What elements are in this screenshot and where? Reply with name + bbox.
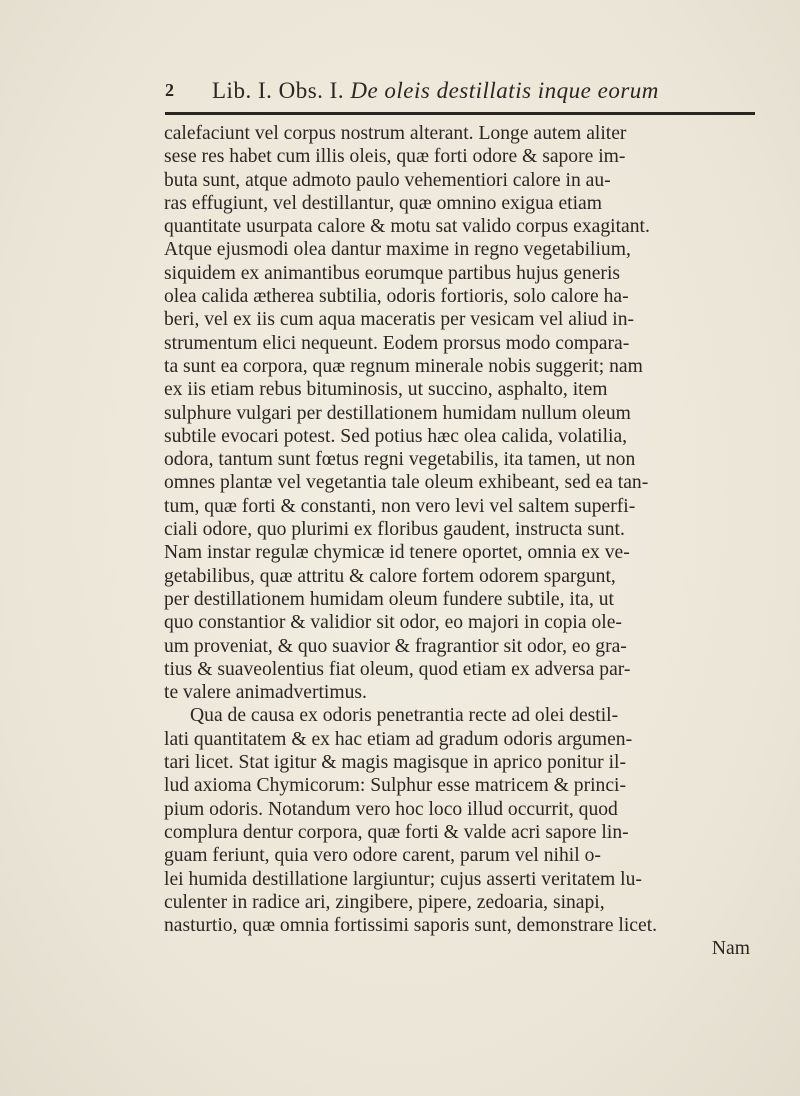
text-line: Atque ejusmodi olea dantur maxime in regno vegetabilium,	[164, 239, 631, 261]
text-line: subtile evocari potest. Sed potius hæc olea calida, volatilia,	[164, 425, 628, 447]
text-line: complura dentur corpora, quæ forti & valde acri sapore lin-	[164, 821, 629, 843]
text-line: getabilibus, quæ attritu & calore fortem odorem spargunt,	[164, 565, 616, 587]
text-line: ciali odore, quo plurimi ex floribus gaudent, instructa sunt.	[164, 519, 625, 541]
text-line: ta sunt ea corpora, quæ regnum minerale nobis suggerit; nam	[164, 355, 643, 377]
text-line: beri, vel ex iis cum aqua maceratis per vesicam vel aliud in-	[164, 309, 635, 331]
text-line: strumentum elici nequeunt. Eodem prorsus modo compara-	[164, 332, 630, 354]
text-line: quo constantior & validior sit odor, eo majori in copia ole-	[164, 612, 622, 634]
running-head-book-observation: Lib. I. Obs. I.	[212, 78, 345, 103]
running-head-title: De oleis destillatis inque eorum	[350, 78, 659, 103]
text-line: siquidem ex animantibus eorumque partibus hujus generis	[164, 262, 621, 284]
text-line: Nam instar regulæ chymicæ id tenere oportet, omnia ex ve-	[164, 542, 630, 564]
text-line: lud axioma Chymicorum: Sulphur esse matricem & princi-	[164, 775, 626, 797]
paragraph-start-line: Qua de causa ex odoris penetrantia recte ad olei destil-	[190, 705, 619, 727]
text-line: calefaciunt vel corpus nostrum alterant. Longe autem aliter	[164, 123, 627, 144]
page-number: 2	[165, 80, 174, 100]
text-line: guam feriunt, quia vero odore carent, parum vel nihil o-	[164, 845, 601, 867]
text-line: buta sunt, atque admoto paulo vehementiori calore in au-	[164, 169, 611, 191]
running-head	[212, 78, 659, 104]
text-line: olea calida ætherea subtilia, odoris fortioris, solo calore ha-	[164, 286, 629, 308]
text-line: omnes plantæ vel vegetantia tale oleum exhibeant, sed ea tan-	[164, 472, 649, 494]
text-line: nasturtio, quæ omnia fortissimi saporis sunt, demonstrare licet.	[164, 915, 658, 937]
text-line: sese res habet cum illis oleis, quæ forti odore & sapore im-	[164, 146, 626, 168]
page-header	[165, 76, 755, 116]
text-line: tum, quæ forti & constanti, non vero levi vel saltem superfi-	[164, 495, 636, 517]
text-line: odora, tantum sunt fœtus regni vegetabilis, ita tamen, ut non	[164, 449, 636, 471]
header-rule	[165, 112, 755, 115]
text-line: per destillationem humidam oleum fundere subtile, ita, ut	[164, 588, 615, 610]
catchword: Nam	[711, 938, 750, 960]
text-line: um proveniat, & quo suavior & fragrantior sit odor, eo gra-	[164, 635, 627, 657]
text-line: tius & suaveolentius fiat oleum, quod etiam ex adversa par-	[164, 658, 631, 680]
text-line: ex iis etiam rebus bituminosis, ut succino, asphalto, item	[164, 379, 608, 401]
text-line: lati quantitatem & ex hac etiam ad gradum odoris argumen-	[164, 728, 633, 750]
text-line: te valere animadvertimus.	[164, 682, 367, 704]
text-line: quantitate usurpata calore & motu sat valido corpus exagitant.	[164, 216, 650, 238]
text-line: pium odoris. Notandum vero hoc loco illud occurrit, quod	[164, 798, 618, 820]
body-text	[164, 122, 764, 961]
text-line: lei humida destillatione largiuntur; cujus asserti veritatem lu-	[164, 868, 642, 890]
text-line: sulphure vulgari per destillationem humidam nullum oleum	[164, 402, 631, 424]
text-line: ras effugiunt, vel destillantur, quæ omnino exigua etiam	[164, 192, 602, 214]
text-line: tari licet. Stat igitur & magis magisque in aprico ponitur il-	[164, 752, 626, 774]
text-line: culenter in radice ari, zingibere, pipere, zedoaria, sinapi,	[164, 891, 605, 913]
